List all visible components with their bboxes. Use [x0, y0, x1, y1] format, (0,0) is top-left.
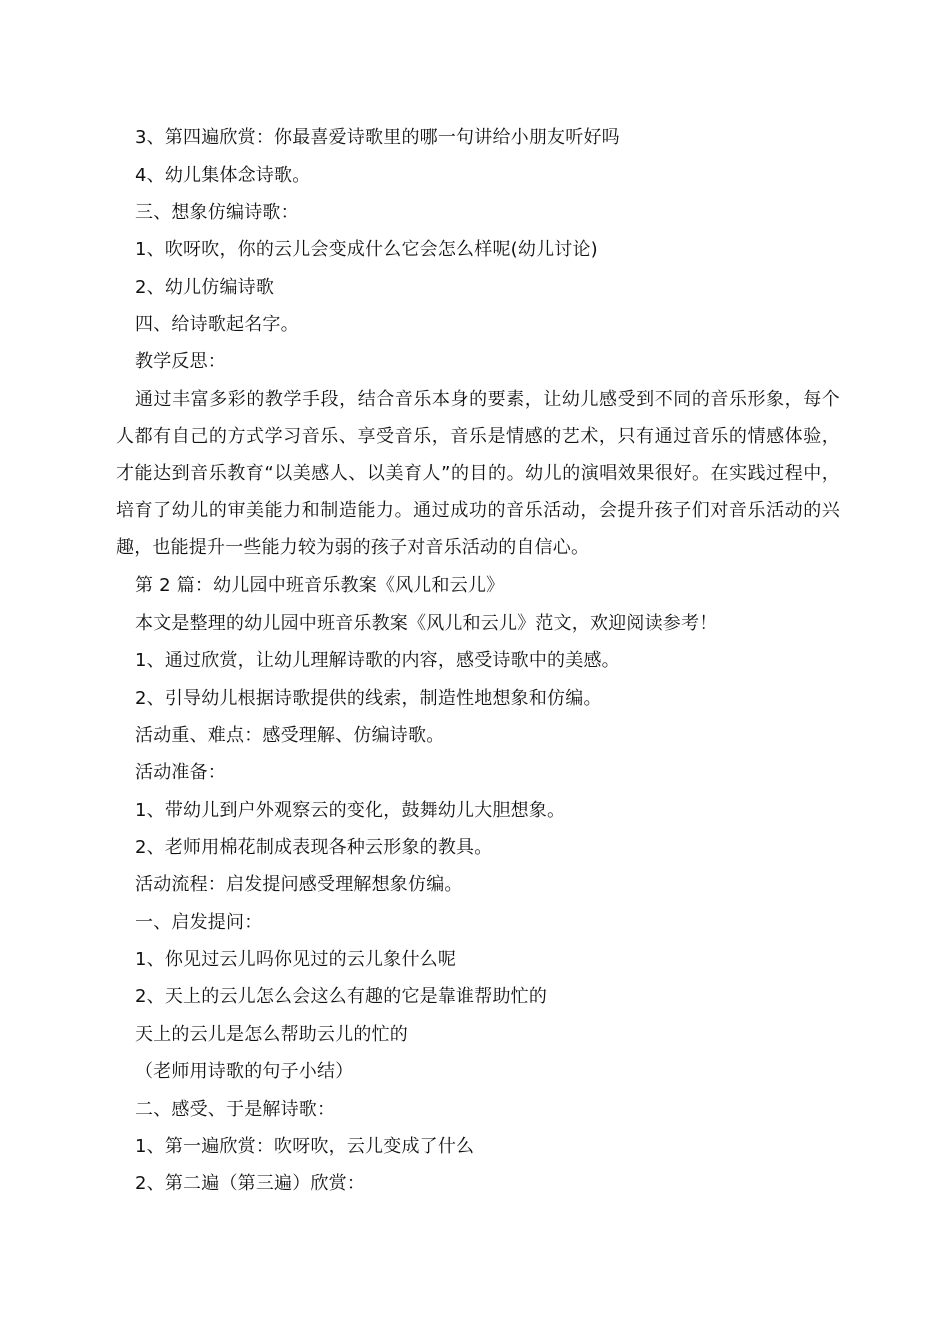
text-line: 1、通过欣赏，让幼儿理解诗歌的内容，感受诗歌中的美感。	[135, 650, 620, 671]
text-line: 2、老师用棉花制成表现各种云形象的教具。	[135, 837, 493, 858]
text-line: 天上的云儿是怎么帮助云儿的忙的	[135, 1024, 408, 1045]
text-line: 活动流程：启发提问感受理解想象仿编。	[135, 874, 463, 895]
text-line: 2、天上的云儿怎么会这么有趣的它是靠谁帮助忙的	[135, 986, 548, 1007]
text-line: （老师用诗歌的句子小结）	[135, 1061, 354, 1082]
text-line: 1、带幼儿到户外观察云的变化，鼓舞幼儿大胆想象。	[135, 800, 566, 821]
text-line: 1、你见过云儿吗你见过的云儿象什么呢	[135, 949, 457, 970]
reflection-paragraph: 通过丰富多彩的教学手段，结合音乐本身的要素，让幼儿感受到不同的音乐形象，每个人都有自己的方式学习音乐、享受音乐，音乐是情感的艺术，只有通过音乐的情感体验，才能达到音乐教育“以美感人、以美育人”的目的。幼儿的演唱效果很好。在实践过程中，培育了幼儿的审美能力和制造能力。通过成功的音乐活动，会提升孩子们对音乐活动的兴趣，也能提升一些能力较为弱的孩子对音乐活动的自信心。	[116, 389, 840, 558]
section-heading: 教学反思：	[135, 351, 226, 372]
section-heading: 四、给诗歌起名字。	[135, 314, 299, 335]
section-heading: 三、想象仿编诗歌：	[135, 202, 299, 223]
text-line: 活动重、难点：感受理解、仿编诗歌。	[135, 725, 445, 746]
text-line: 2、幼儿仿编诗歌	[135, 277, 275, 298]
section-heading: 活动准备：	[135, 762, 226, 783]
article-title: 第 2 篇：幼儿园中班音乐教案《风儿和云儿》	[135, 575, 505, 596]
text-line: 3、第四遍欣赏：你最喜爱诗歌里的哪一句讲给小朋友听好吗	[135, 127, 620, 148]
text-line: 1、第一遍欣赏：吹呀吹，云儿变成了什么	[135, 1136, 475, 1157]
section-heading: 二、感受、于是解诗歌：	[135, 1099, 336, 1120]
text-line: 4、幼儿集体念诗歌。	[135, 165, 311, 186]
text-line: 本文是整理的幼儿园中班音乐教案《风儿和云儿》范文，欢迎阅读参考！	[135, 613, 718, 634]
text-line: 1、吹呀吹，你的云儿会变成什么它会怎么样呢(幼儿讨论)	[135, 239, 598, 260]
text-line: 2、第二遍（第三遍）欣赏：	[135, 1173, 366, 1194]
text-line: 2、引导幼儿根据诗歌提供的线索，制造性地想象和仿编。	[135, 688, 602, 709]
section-heading: 一、启发提问：	[135, 912, 263, 933]
